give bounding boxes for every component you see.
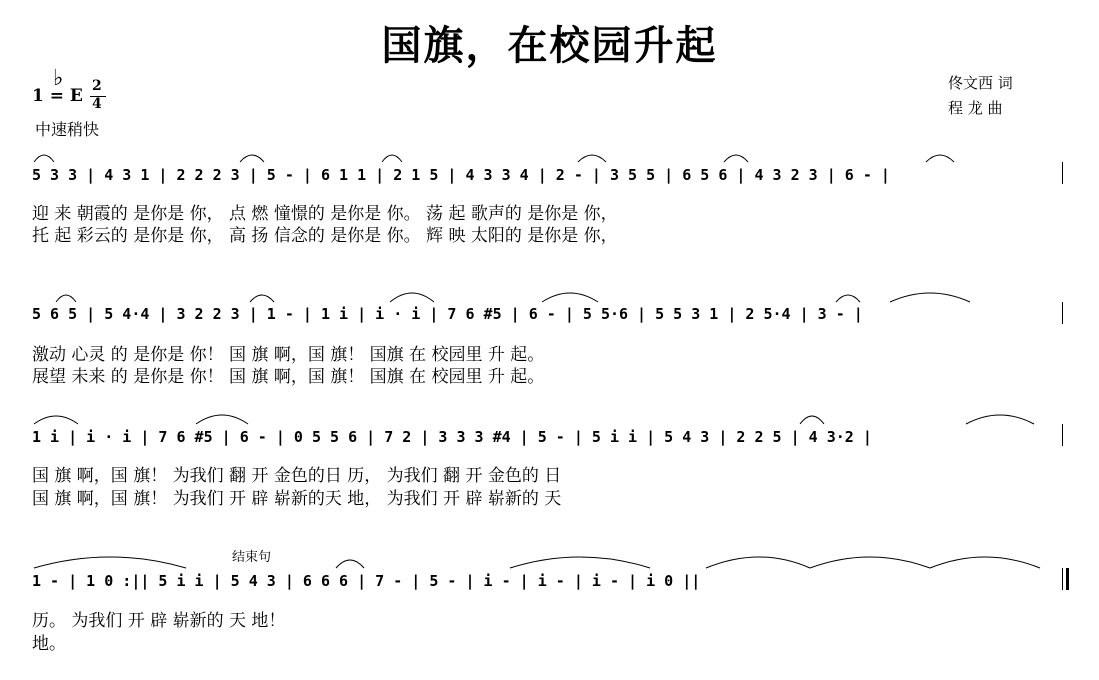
lyric-line-3-verse-1: 国 旗 啊，国 旗！ 为我们 翻 开 金色的日 历， 为我们 翻 开 金色的 日	[32, 466, 562, 486]
tempo-marking: 中速稍快	[35, 120, 100, 139]
lyricist-credit: 佟文西 词	[948, 74, 1013, 92]
slur	[966, 415, 1034, 424]
barline	[1062, 162, 1063, 184]
lyric-line-1-verse-1: 迎 来 朝霞的 是你是 你， 点 燃 憧憬的 是你是 你。 荡 起 歌声的 是你是 你，	[32, 204, 618, 224]
lyric-line-4-verse-2: 地。	[32, 634, 66, 654]
slur	[56, 295, 76, 302]
final-barline-thick	[1066, 568, 1069, 590]
lyric-line-2-verse-1: 激动 心灵 的 是你是 你！ 国 旗 啊，国 旗！ 国旗 在 校园里 升 起。	[32, 345, 545, 365]
slur	[250, 295, 274, 302]
barline	[1062, 302, 1063, 324]
key-flat-accidental: ♭	[53, 66, 64, 91]
slur	[706, 557, 810, 568]
lyric-line-2-verse-2: 展望 未来 的 是你是 你！ 国 旗 啊，国 旗！ 国旗 在 校园里 升 起。	[32, 367, 545, 387]
lyric-line-4-verse-1: 历。 为我们 开 辟 崭新的 天 地！	[32, 611, 286, 631]
ending-phrase-label: 结束句	[232, 550, 272, 565]
notation-line-2: 5 6 5 | 5 4·4 | 3 2 2 3 | 1 - | 1 i | i · i | 7 6 #5 | 6 - | 5 5·6 | 5 5 3 1 | 2 5·4 | 3 - |	[32, 305, 863, 323]
notation-line-3: 1 i | i · i | 7 6 #5 | 6 - | 0 5 5 6 | 7 2 | 3 3 3 #4 | 5 - | 5 i i | 5 4 3 | 2 2 5 | 4 3·2 |	[32, 428, 872, 446]
barline	[1062, 424, 1063, 446]
time-signature-bottom: 4	[92, 96, 102, 112]
slur	[390, 293, 434, 302]
notation-line-4: 1 - | 1 0 :|| 5 i i | 5 4 3 | 6 6 6 | 7 - | 5 - | i - | i - | i - | i 0 ||	[32, 572, 701, 590]
slur	[724, 155, 748, 162]
slur	[382, 155, 402, 162]
slur	[336, 560, 364, 568]
slur	[810, 557, 930, 568]
key-signature: 1 = E	[32, 86, 83, 106]
slur	[34, 557, 186, 568]
slur	[542, 293, 598, 302]
slur	[930, 557, 1040, 568]
slur	[510, 557, 650, 568]
slur	[890, 293, 970, 302]
time-signature-top: 2	[92, 78, 102, 94]
lyric-line-1-verse-2: 托 起 彩云的 是你是 你， 高 扬 信念的 是你是 你。 辉 映 太阳的 是你是 你，	[32, 226, 618, 246]
slur	[800, 416, 824, 424]
slur	[926, 155, 954, 162]
slur	[34, 155, 54, 162]
composer-credit: 程 龙 曲	[948, 99, 1003, 117]
slur	[578, 155, 606, 162]
notation-line-1: 5 3 3 | 4 3 1 | 2 2 2 3 | 5 - | 6 1 1 | 2 1 5 | 4 3 3 4 | 2 - | 3 5 5 | 6 5 6 | 4 3 2 3 | 6 - |	[32, 166, 890, 184]
final-barline-thin	[1062, 568, 1063, 590]
page-title: 国旗，在校园升起	[381, 22, 718, 69]
lyric-line-3-verse-2: 国 旗 啊，国 旗！ 为我们 开 辟 崭新的天 地， 为我们 开 辟 崭新的 天	[32, 489, 562, 509]
slur	[34, 416, 78, 424]
slur	[836, 295, 860, 302]
slur	[196, 415, 248, 424]
slur	[240, 155, 264, 162]
